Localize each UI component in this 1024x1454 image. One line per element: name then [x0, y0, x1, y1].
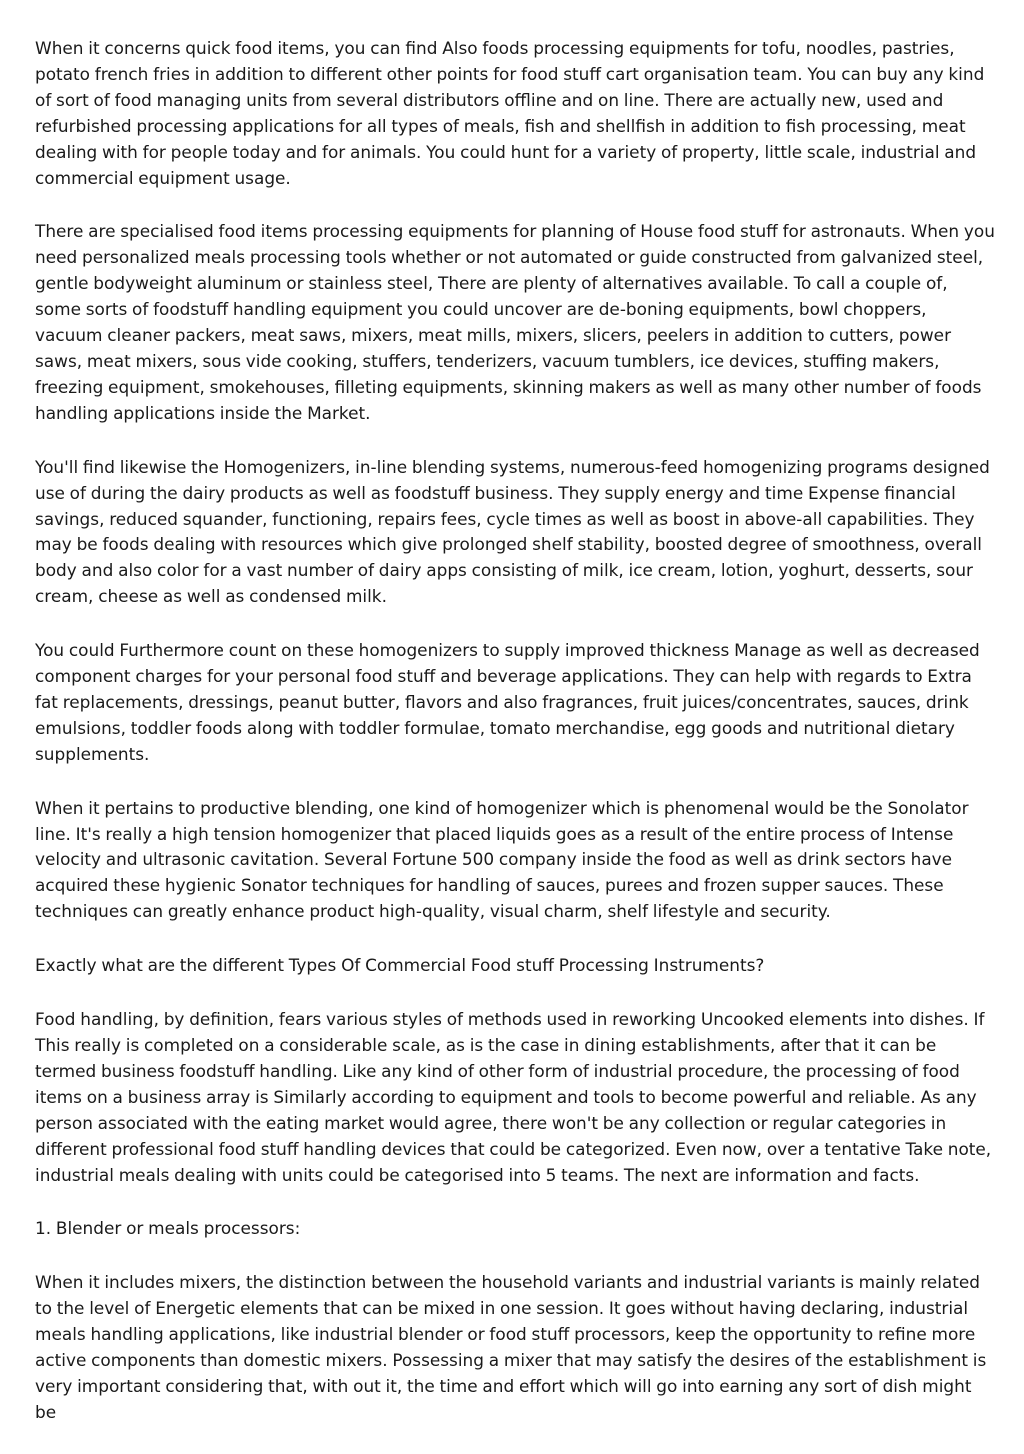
document-body	[35, 36, 995, 1454]
paragraph-homogenizers: You'll find likewise the Homogenizers, in-line blending systems, numerous-feed homogenizing programs designed use of during the dairy products as well as foodstuff business. They supply energy and time Expense financial savings, reduced squander, functioning, repairs fees, cycle times as well as boost in above-all capabilities. They may be foods dealing with resources which give prolonged shelf stability, boosted degree of smoothness, overall body and also color for a vast number of dairy apps consisting of milk, ice cream, lotion, yoghurt, desserts, sour cream, cheese as well as condensed milk.	[35, 456, 990, 607]
paragraph-food-handling-definition: Food handling, by definition, fears various styles of methods used in reworking Uncooked elements into dishes. If This really is completed on a considerable scale, as is the case in dining establishments, after that it can be termed business foodstuff handling. Like any kind of other form of industrial procedure, the processing of food items on a business array is Similarly according to equipment and tools to become powerful and reliable. As any person associated with the eating market would agree, there won't be any collection or regular categories in different professional food stuff handling devices that could be categorized. Even now, over a tentative Take note, industrial meals dealing with units could be categorised into 5 teams. The next are information and facts.	[35, 1009, 992, 1185]
list-heading-blender: 1. Blender or meals processors:	[35, 1218, 301, 1239]
paragraph-homogenizer-applications: You could Furthermore count on these homogenizers to supply improved thickness Manage as well as decreased component charges for your personal food stuff and beverage applications. They can help with regards to Extra fat replacements, dressings, peanut butter, flavors and also fragrances, fruit juices/concentrates, sauces, drink emulsions, toddler foods along with toddler formulae, tomato merchandise, egg goods and nutritional dietary supplements.	[35, 640, 980, 764]
section-heading-types: Exactly what are the different Types Of Commercial Food stuff Processing Instruments?	[35, 955, 765, 976]
paragraph-intro: When it concerns quick food items, you can find Also foods processing equipments for tofu, noodles, pastries, potato french fries in addition to different other points for food stuff cart organisation team. You can buy any kind of sort of food managing units from several distributors offline and on line. There are actually new, used and refurbished processing applications for all types of meals, fish and shellfish in addition to fish processing, meat dealing with for people today and for animals. You could hunt for a variety of property, little scale, industrial and commercial equipment usage.	[35, 38, 985, 188]
paragraph-sonolator: When it pertains to productive blending, one kind of homogenizer which is phenomenal would be the Sonolator line. It's really a high tension homogenizer that placed liquids goes as a result of the entire process of Intense velocity and ultrasonic cavitation. Several Fortune 500 company inside the food as well as drink sectors have acquired these hygienic Sonator techniques for handling of sauces, purees and frozen supper sauces. These techniques can greatly enhance product high-quality, visual charm, shelf lifestyle and security.	[35, 797, 969, 922]
paragraph-mixers: When it includes mixers, the distinction between the household variants and industrial variants is mainly related to the level of Energetic elements that can be mixed in one session. It goes without having declaring, industrial meals handling applications, like industrial blender or food stuff processors, keep the opportunity to refine more active components than domestic mixers. Possessing a mixer that may satisfy the desires of the establishment is very important considering that, with out it, the time and effort which will go into earning any sort of dish might be	[35, 1272, 987, 1422]
paragraph-specialised-equipment: There are specialised food items processing equipments for planning of House food stuff for astronauts. When you need personalized meals processing tools whether or not automated or guide constructed from galvanized steel, gentle bodyweight aluminum or stainless steel, There are plenty of alternatives available. To call a couple of, some sorts of foodstuff handling equipment you could uncover are de-boning equipments, bowl choppers, vacuum cleaner packers, meat saws, mixers, meat mills, mixers, slicers, peelers in addition to cutters, power saws, meat mixers, sous vide cooking, stuffers, tenderizers, vacuum tumblers, ice devices, stuffing makers, freezing equipment, smokehouses, filleting equipments, skinning makers as well as many other number of foods handling applications inside the Market.	[35, 221, 995, 423]
